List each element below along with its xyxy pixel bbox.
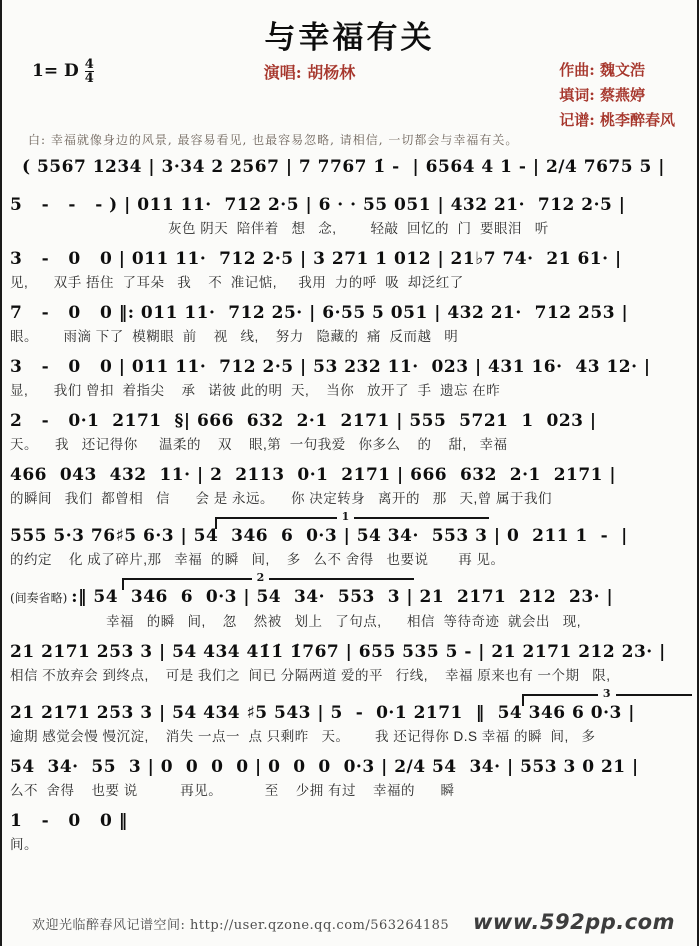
lyrics-line: 的瞬间 我们 都曾相 信 会 是 永远。 你 决定转身 离开的 那 天,曾 属于我们 <box>10 491 553 506</box>
qzone-link[interactable]: 欢迎光临醉春风记谱空间: http://user.qzone.qq.com/563264185 <box>32 918 450 933</box>
lyrics-line: 幸福 的瞬 间, 忽 然被 划上 了句点, 相信 等待奇迹 就会出 现, <box>106 614 582 629</box>
notation-line: 21 2171 253 3 | 54 434 41̇1̇ 1̇767 | 655 535 5 - | 21 2171 212 23· | <box>10 642 666 662</box>
lyrics-line: 相信 不放弃会 到终点, 可是 我们之 间已 分隔两道 爱的平 行线, 幸福 原来也有 一个期 限, <box>10 668 611 683</box>
time-denominator: 4 <box>84 71 94 86</box>
volta-bracket-3 <box>522 687 692 706</box>
key-signature: 1= D <box>32 61 79 81</box>
lyrics-line: 逾期 感觉会慢 慢沉淀, 消失 一点一 点 只剩昨 天。 我 还记得你 D.S 幸福 的瞬 间, 多 <box>10 729 596 744</box>
music-system <box>10 687 689 747</box>
music-system <box>10 246 689 293</box>
lyrics-line: 天。 我 还记得你 温柔的 双 眼,第 一句我爱 你多么 的 甜, 幸福 <box>10 437 508 452</box>
notation-text: :‖ 54 346 6 0·3 | 54 34· 553 3 | 21 2171 212 23· | <box>71 587 614 607</box>
music-system <box>10 462 689 509</box>
music-system <box>10 571 689 632</box>
notation-line: 1 - 0 0 ‖ <box>10 811 128 831</box>
notation-line: 555 5·3 76♯5 6·3 | 54 346 6 0·3 | 54 34· 553 3 | 0 211 1 - | <box>10 526 628 546</box>
volta-number: 2 <box>252 571 270 584</box>
music-system <box>10 354 689 401</box>
music-system <box>10 754 689 801</box>
interlude-note: (间奏省略) <box>10 591 72 605</box>
volta-bracket-1 <box>215 510 489 529</box>
lyrics-line: 么不 舍得 也要 说 再见。 至 少拥 有过 幸福的 瞬 <box>10 783 455 798</box>
music-system <box>10 154 689 185</box>
page-footer <box>2 910 697 934</box>
lyrics-line: 眼。 雨滴 下了 模糊眼 前 视 线, 努力 隐藏的 痛 反而越 明 <box>10 329 459 344</box>
notation-line: 7 - 0 0 ‖: 011 11· 712 25· | 6·55 5 051 | 432 21· 712 253 | <box>10 303 629 323</box>
notation-line: ( 5567 1234 | 3·34 2 2567 | 7 7767 1̇ - | 6564 4 1 - | 2/4 7675 5 | <box>22 157 665 177</box>
notation-line: 466 043 432 11· | 2 2113 0·1 2171 | 666 632 2·1 2171 | <box>10 465 617 485</box>
music-system <box>10 510 689 570</box>
volta-number: 3 <box>598 687 616 700</box>
notation-line: 2 - 0·1 2171 §| 666 632 2·1 2171 | 555 5721 1 023 | <box>10 411 597 431</box>
lyricist-credit: 填词: 蔡燕婷 <box>559 86 645 104</box>
notation-line: 54 34· 55 3 | 0 0 0 0 | 0 0 0 0·3 | 2/4 54 34· | 553 3 0 21 | <box>10 757 639 777</box>
transcriber-credit: 记谱: 桃李醉春风 <box>559 111 675 129</box>
singer-credit: 演唱: 胡杨林 <box>263 63 356 82</box>
composer-credit: 作曲: 魏文浩 <box>559 61 645 79</box>
spoken-intro-line: 白: 幸福就像身边的风景, 最容易看见, 也最容易忽略, 请相信, 一切都会与幸福有关。 <box>28 133 519 147</box>
music-system <box>10 192 689 239</box>
song-title: 与幸福有关 <box>264 20 435 55</box>
music-system <box>10 808 689 855</box>
notation-line: 21 2171 253 3 | 54 434 ♯5 543 | 5 - 0·1 2171 ‖ 54 346 6 0·3 | <box>10 703 635 723</box>
lyrics-line: 显, 我们 曾扣 着指尖 承 诺彼 此的明 天, 当你 放开了 手 遗忘 在昨 <box>10 383 501 398</box>
music-system <box>10 408 689 455</box>
lyrics-line: 灰色 阴天 陪伴着 想 念, 轻敲 回忆的 门 要眼泪 听 <box>168 221 549 236</box>
notation-line: 3 - 0 0 | 011 11· 712 2·5 | 53 232 11· 023 | 431 16· 43 12· | <box>10 357 651 377</box>
watermark-592pp: www.592pp.com <box>473 910 675 934</box>
notation-line: 3 - 0 0 | 011 11· 712 2·5 | 3 271 1 012 | 21♭7 74· 21 61· | <box>10 249 622 269</box>
music-system <box>10 639 689 686</box>
score-header <box>2 0 697 150</box>
score-body <box>2 150 697 855</box>
lyrics-line: 见, 双手 捂住 了耳朵 我 不 准记惦, 我用 力的呼 吸 却泛红了 <box>10 275 464 290</box>
music-system <box>10 300 689 347</box>
time-numerator: 4 <box>84 57 94 72</box>
credits-block <box>559 58 675 133</box>
lyrics-line: 的约定 化 成了碎片,那 幸福 的瞬 间, 多 么不 舍得 也要说 再 见。 <box>10 552 505 567</box>
notation-line: 5 - - - ) | 011 11· 712 2·5 | 6 · · 55 051 | 432 21· 712 2·5 | <box>10 195 626 215</box>
volta-bracket-2 <box>122 571 414 590</box>
volta-number: 1 <box>337 510 355 523</box>
lyrics-line: 间。 <box>10 837 38 852</box>
lyrics-line <box>10 181 689 185</box>
